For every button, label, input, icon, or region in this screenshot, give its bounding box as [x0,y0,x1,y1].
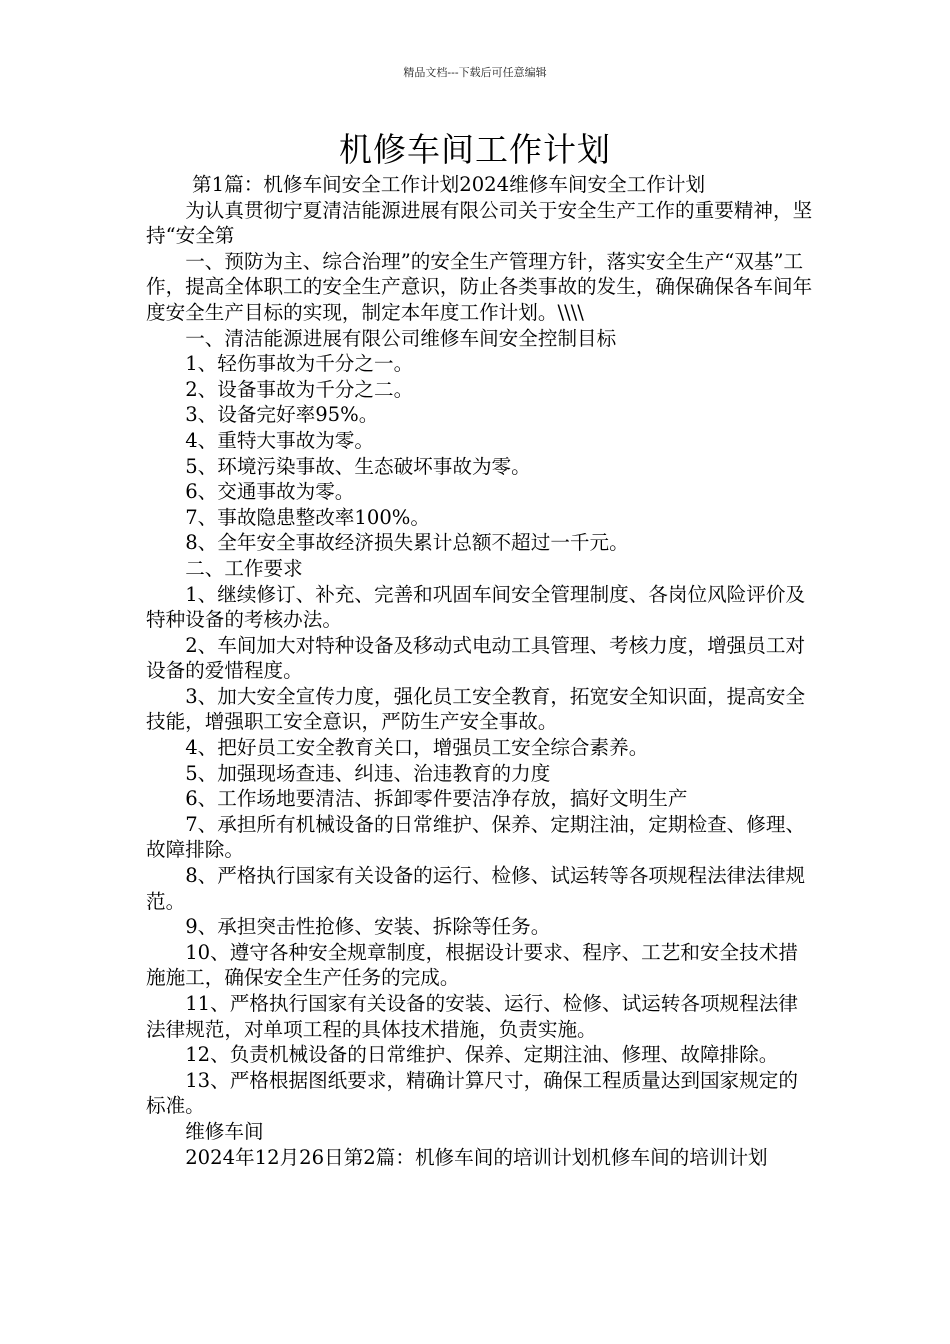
paragraph: 7、承担所有机械设备的日常维护、保养、定期注油，定期检查、修理、故障排除。 [146,812,806,862]
paragraph: 一、清洁能源进展有限公司维修车间安全控制目标 [185,326,617,350]
paragraph: 一、预防为主、综合治理”的安全生产管理方针，落实安全生产“双基”工作，提高全体职工的安全生产意识，防止各类事故的发生，确保确保各车间年度安全生产目标的实现，制定本年度工作计划。\\\\ [146,249,813,324]
paragraph: 1、轻伤事故为千分之一。 [185,352,414,376]
paragraph: 4、把好员工安全教育关口，增强员工安全综合素养。 [185,736,649,760]
page-header: 精品文档---下载后可任意编辑 [403,66,547,79]
paragraph: 10、遵守各种安全规章制度，根据设计要求、程序、工艺和安全技术措施施工，确保安全生产任务的完成。 [146,940,798,990]
paragraph: 6、交通事故为零。 [185,480,355,504]
paragraph: 6、工作场地要清洁、拆卸零件要洁净存放，搞好文明生产 [185,787,688,811]
document-body [146,172,814,1170]
paragraph: 8、全年安全事故经济损失累计总额不超过一千元。 [185,531,629,555]
paragraph: 4、重特大事故为零。 [185,428,374,452]
paragraph: 3、设备完好率95%。 [185,403,379,427]
paragraph: 5、环境污染事故、生态破坏事故为零。 [185,454,531,478]
section-heading: 第1篇：机修车间安全工作计划2024维修车间安全工作计划 [192,173,706,196]
paragraph: 2、设备事故为千分之二。 [185,377,414,401]
paragraph: 二、工作要求 [185,556,303,580]
signature-line: 维修车间 [185,1119,264,1143]
paragraph: 13、严格根据图纸要求，精确计算尺寸，确保工程质量达到国家规定的标准。 [146,1068,798,1118]
paragraph: 12、负责机械设备的日常维护、保养、定期注油、修理、故障排除。 [185,1043,779,1067]
paragraph: 9、承担突击性抢修、安装、拆除等任务。 [185,915,551,939]
paragraph: 11、严格执行国家有关设备的安装、运行、检修、试运转各项规程法律法律规范，对单项工程的具体技术措施，负责实施。 [146,992,798,1041]
document-title: 机修车间工作计划 [339,130,611,169]
paragraph: 3、加大安全宣传力度，强化员工安全教育，拓宽安全知识面，提高安全技能，增强职工安全意识，严防生产安全事故。 [146,684,806,734]
paragraph: 2、车间加大对特种设备及移动式电动工具管理、考核力度，增强员工对设备的爱惜程度。 [146,633,806,683]
paragraph: 2024年12月26日第2篇：机修车间的培训计划机修车间的培训计划 [185,1145,768,1169]
paragraph: 1、继续修订、补充、完善和巩固车间安全管理制度、各岗位风险评价及特种设备的考核办法。 [146,582,806,632]
paragraph: 为认真贯彻宁夏清洁能源进展有限公司关于安全生产工作的重要精神，坚持“安全第 [146,198,813,248]
paragraph: 5、加强现场查违、纠违、治违教育的力度 [185,761,551,785]
paragraph: 7、事故隐患整改率100%。 [185,505,431,529]
paragraph: 8、严格执行国家有关设备的运行、检修、试运转等各项规程法律法律规范。 [146,864,806,913]
